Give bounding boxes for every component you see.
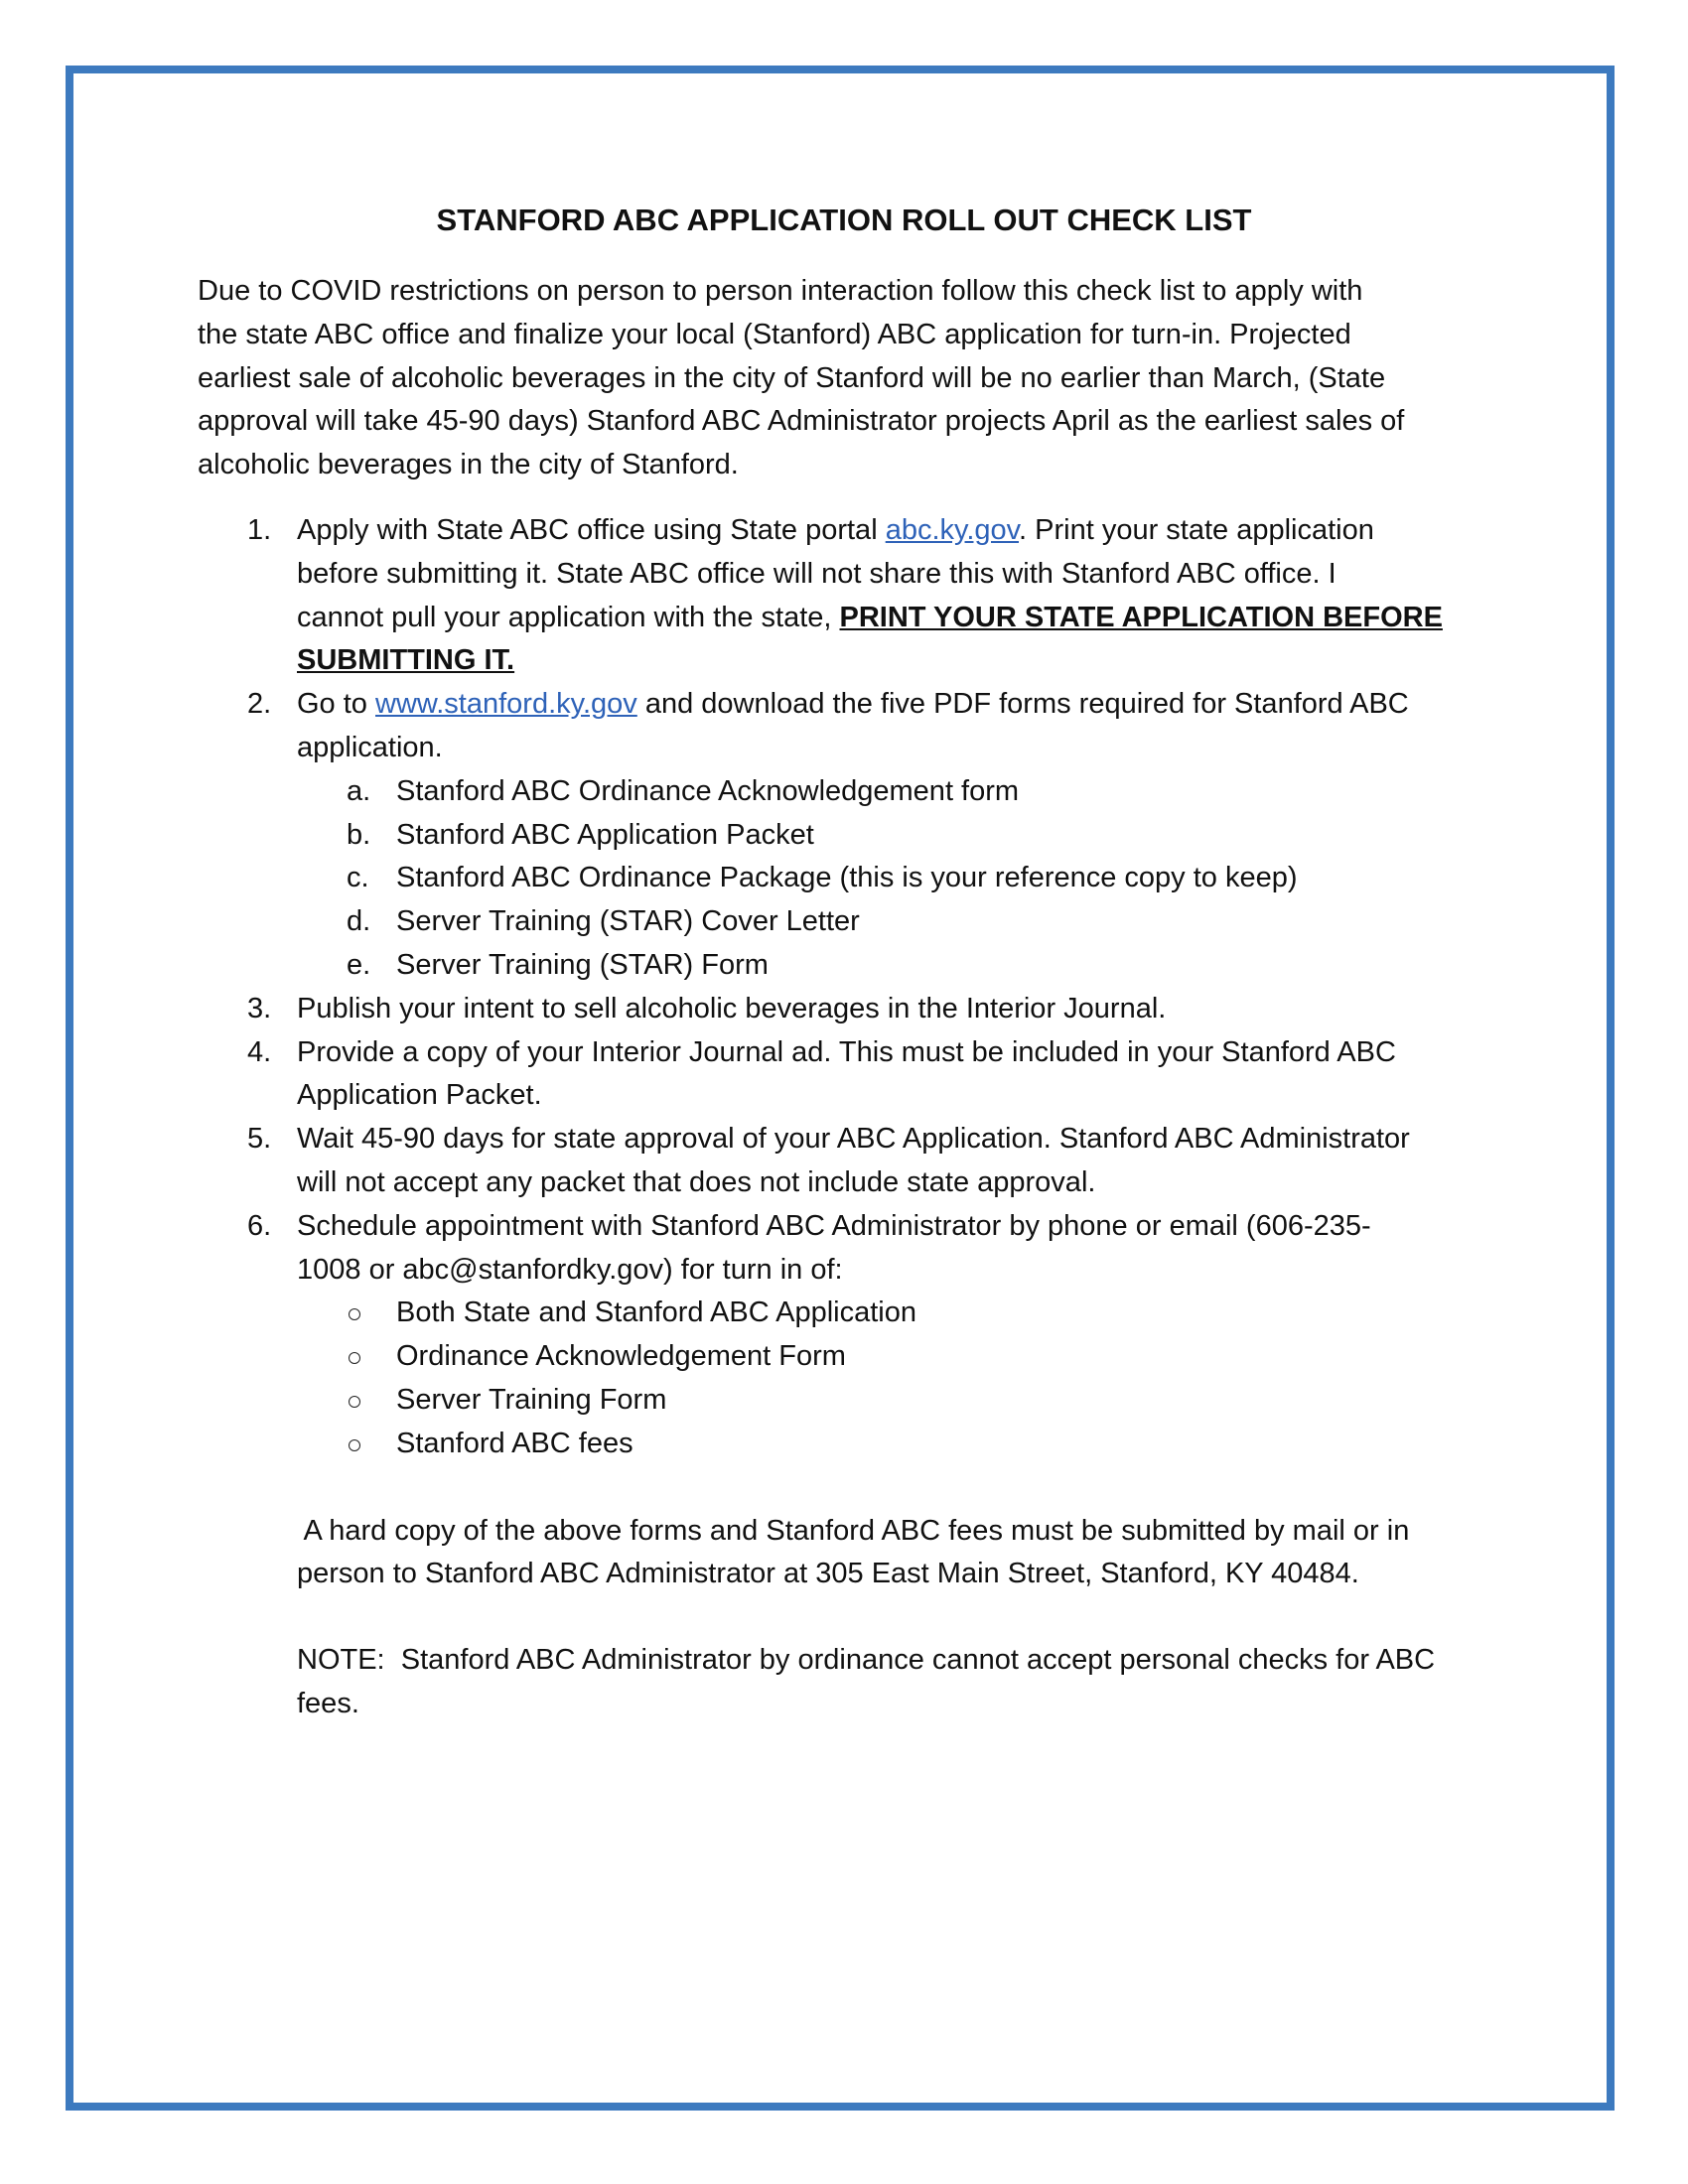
submission-text: A hard copy of the above forms and Stanford ABC fees must be submitted by mail or in [297,1514,1410,1547]
turn-in-text: Both State and Stanford ABC Application [396,1297,916,1329]
item-marker: a. [347,774,371,807]
intro-paragraph [198,270,1478,487]
step-text: cannot pull your application with the state, [297,601,840,633]
turn-in-item [297,1379,1493,1423]
step-text: before submitting it. State ABC office will not share this with Stanford ABC office. I [297,557,1336,590]
circle-bullet-icon [349,1396,360,1408]
form-name: Server Training (STAR) Cover Letter [396,905,860,938]
item-marker: c. [347,862,369,894]
step-number: 2. [247,688,272,721]
turn-in-list [297,1292,1493,1465]
form-name: Server Training (STAR) Form [396,948,769,981]
form-name: Stanford ABC Application Packet [396,818,814,851]
item-marker: b. [347,818,371,851]
form-item [297,814,1493,858]
item-marker: d. [347,905,371,938]
turn-in-item [297,1335,1493,1379]
intro-line: the state ABC office and finalize your local (Stanford) ABC application for turn-in. Projected [198,318,1351,350]
note-paragraph [297,1639,1493,1726]
step-text: . Print your state application [1019,513,1374,546]
stanford-ky-gov-link[interactable]: www.stanford.ky.gov [375,688,637,721]
item-marker: e. [347,948,371,981]
form-item [297,857,1493,900]
step-text: Schedule appointment with Stanford ABC Administrator by phone or email (606-235- [297,1209,1371,1242]
note-text: NOTE: Stanford ABC Administrator by ordinance cannot accept personal checks for ABC [297,1644,1436,1677]
step-text: Wait 45-90 days for state approval of your ABC Application. Stanford ABC Administrator [297,1123,1410,1156]
form-name: Stanford ABC Ordinance Package (this is your reference copy to keep) [396,862,1298,894]
step-text: application. [297,731,443,763]
intro-line: earliest sale of alcoholic beverages in the city of Stanford will be no earlier than March, (State [198,361,1386,394]
step-text: and download the five PDF forms required for Stanford ABC [636,688,1409,721]
abc-ky-gov-link[interactable]: abc.ky.gov [885,513,1020,546]
intro-line: alcoholic beverages in the city of Stanford. [198,449,739,481]
circle-bullet-icon [349,1439,360,1451]
print-warning: PRINT YOUR STATE APPLICATION BEFORE [839,601,1443,633]
step-1 [198,509,1493,683]
step-text: Apply with State ABC office using State portal [297,513,886,546]
turn-in-text: Ordinance Acknowledgement Form [396,1340,846,1373]
step-text: Provide a copy of your Interior Journal ad. This must be included in your Stanford ABC [297,1035,1396,1068]
step-number: 3. [247,992,272,1024]
step-3 [198,988,1493,1031]
turn-in-text: Server Training Form [396,1383,667,1416]
step-number: 6. [247,1209,272,1242]
submission-paragraph [297,1510,1493,1597]
circle-bullet-icon [349,1352,360,1364]
form-name: Stanford ABC Ordinance Acknowledgement form [396,774,1020,807]
step-text: 1008 or abc@stanfordky.gov) for turn in of: [297,1253,843,1286]
step-text: will not accept any packet that does not include state approval. [297,1165,1096,1198]
step-text: Application Packet. [297,1079,542,1112]
step-number: 5. [247,1123,272,1156]
turn-in-item [297,1292,1493,1335]
step-number: 4. [247,1035,272,1068]
form-item [297,770,1493,814]
step-2 [198,683,1493,988]
turn-in-item [297,1423,1493,1466]
intro-line: approval will take 45-90 days) Stanford ABC Administrator projects April as the earliest sales of [198,405,1405,438]
step-text: Go to [297,688,375,721]
note-text: fees. [297,1687,359,1719]
step-text: Publish your intent to sell alcoholic beverages in the Interior Journal. [297,992,1167,1024]
form-item [297,900,1493,944]
print-warning: SUBMITTING IT. [297,644,515,677]
step-number: 1. [247,513,272,546]
form-list [297,770,1493,988]
step-4 [198,1031,1493,1119]
page-title: STANFORD ABC APPLICATION ROLL OUT CHECK LIST [436,203,1252,237]
submission-text: person to Stanford ABC Administrator at 305 East Main Street, Stanford, KY 40484. [297,1558,1359,1590]
step-6 [198,1205,1493,1466]
document-body [198,270,1488,1726]
step-5 [198,1118,1493,1205]
checklist-steps [198,509,1488,1466]
intro-line: Due to COVID restrictions on person to person interaction follow this check list to apply with [198,275,1363,307]
turn-in-text: Stanford ABC fees [396,1427,633,1459]
circle-bullet-icon [349,1308,360,1320]
form-item [297,944,1493,988]
